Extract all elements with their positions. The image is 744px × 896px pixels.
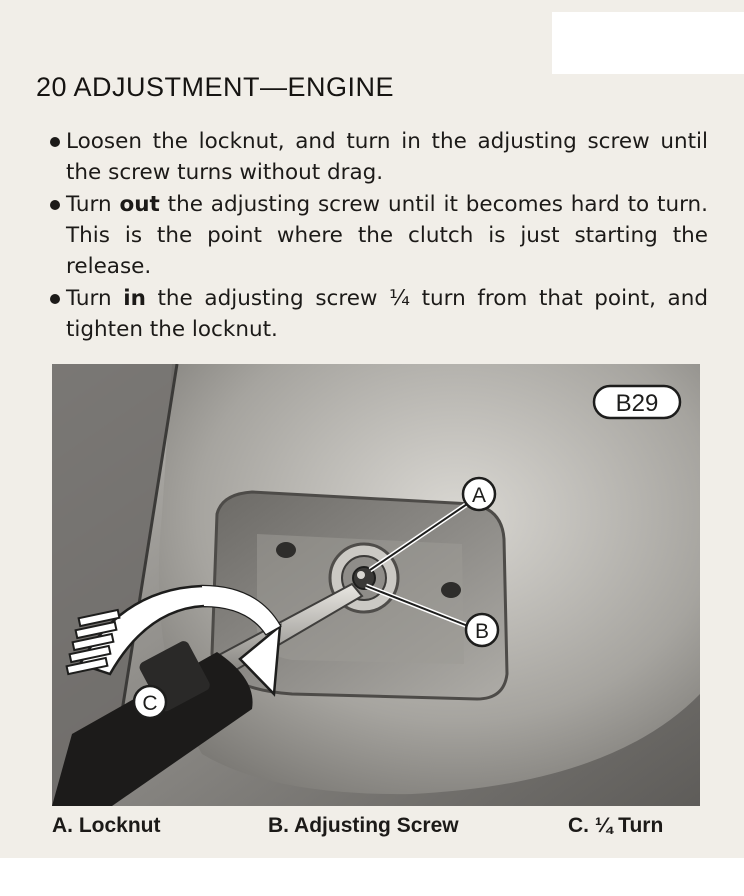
instruction-item — [48, 126, 708, 188]
callout-c-label: C — [142, 692, 158, 715]
instruction-text: the adjusting screw until it becomes hard to turn. This is the point where the clutch is just starting the release. — [66, 192, 708, 279]
caption-locknut: A. Locknut — [52, 814, 161, 837]
instruction-text: the adjusting screw ¼ turn from that point, and tighten the locknut. — [66, 286, 708, 342]
instruction-text: Turn — [66, 286, 124, 311]
instruction-emphasis: in — [123, 286, 146, 311]
blank-corner — [552, 12, 744, 74]
bottom-margin — [0, 858, 744, 896]
callout-c — [134, 686, 166, 718]
callout-b-label: B — [474, 620, 490, 643]
bullet-dot-icon — [50, 294, 60, 304]
figure-id-badge — [594, 386, 680, 418]
instruction-emphasis: out — [119, 192, 160, 217]
callout-a — [463, 478, 495, 510]
caption-adjusting-screw: B. Adjusting Screw — [268, 814, 459, 837]
bullet-dot-icon — [50, 137, 60, 147]
instruction-list — [48, 126, 708, 346]
callout-b — [466, 614, 498, 646]
clutch-adjustment-photo — [52, 364, 700, 806]
instruction-text: Loosen the locknut, and turn in the adjusting screw until the screw turns without drag. — [66, 129, 708, 185]
figure-id-label: B29 — [615, 390, 659, 417]
figure-captions — [52, 814, 692, 844]
callout-a-label: A — [471, 484, 487, 507]
page-title: 20 ADJUSTMENT—ENGINE — [36, 72, 395, 102]
bullet-dot-icon — [50, 200, 60, 210]
instruction-text: Turn — [66, 192, 120, 217]
instruction-item — [48, 283, 708, 345]
instruction-item — [48, 189, 708, 282]
caption-quarter-turn: C. ¼ Turn — [568, 814, 664, 837]
